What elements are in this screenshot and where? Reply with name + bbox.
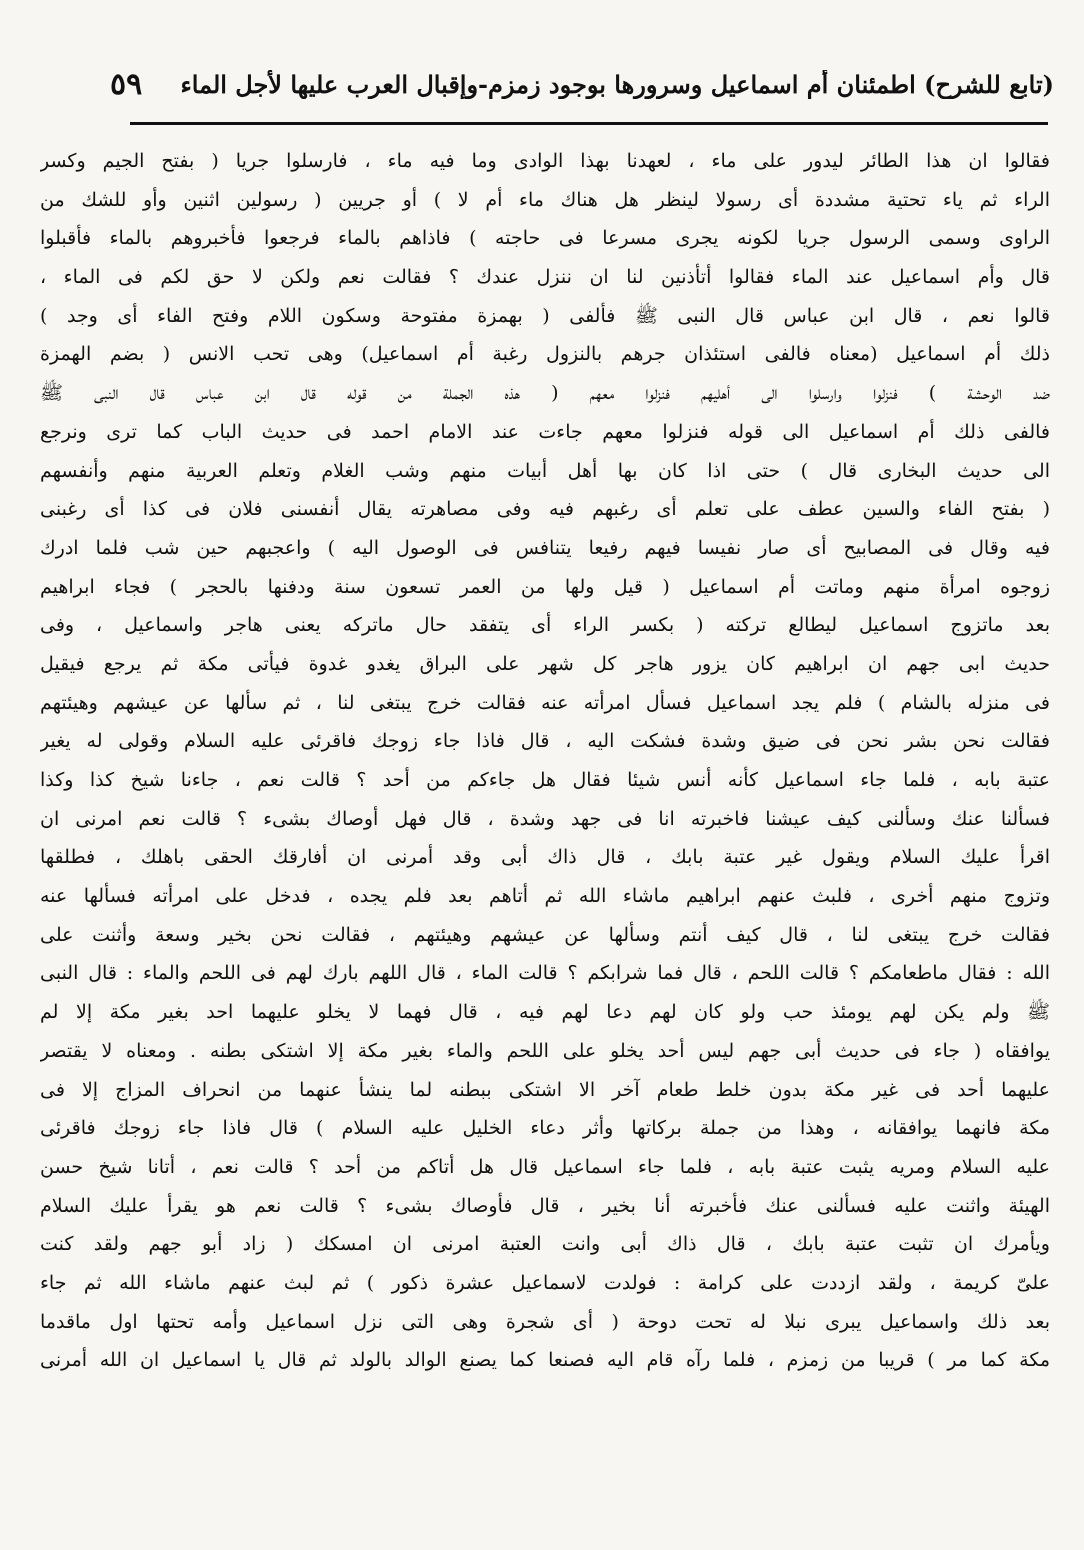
text-line: بعد ماتزوج اسماعيل ليطالع تركته ( بكسر الراء أى يتفقد حال ماتركه يعنى هاجر واسماعيل ، وفى [40, 614, 1050, 637]
text-line: مكة كما مر ) قريبا من زمزم ، فلما رآه قام اليه فصنعا كما يصنع الوالد بالولد ثم قال يا اسماعيل ان الله أمرنى [40, 1349, 1050, 1372]
text-line: اقرأ عليك السلام ويقول غير عتبة بابك ، قال ذاك أبى وقد أمرنى ان أفارقك الحقى باهلك ، فطلقها [40, 846, 1050, 869]
text-line: فقالت خرج يبتغى لنا ، قال كيف أنتم وسألها عن عيشهم وهيئتهم ، فقالت نحن بخير وسعة وأثنت على [40, 923, 1050, 946]
text-line: عتبة بابه ، فلما جاء اسماعيل كأنه أنس شيئا فقال هل جاءكم من أحد ؟ قالت نعم ، جاءنا شيخ كذا وكذا [40, 769, 1050, 791]
text-line: قالوا نعم ، قال ابن عباس قال النبى ﷺ فألفى ( بهمزة مفتوحة وسكون اللام وفتح الفاء أى وجد ) [40, 304, 1050, 327]
text-line: الراء ثم ياء تحتية مشددة أى رسولا لينظر هل هناك ماء أم لا ) أو جريين ( رسولين اثنين وأو للشك من [40, 188, 1050, 211]
text-line: فالفى ذلك أم اسماعيل الى قوله فنزلوا معهم جاءت عند الامام احمد فى حديث الباب كما ترى ونرجع [40, 420, 1050, 443]
text-line: الراوى وسمى الرسول جريا لكونه يجرى مسرعا فى حاجته ) فاذاهم بالماء فرجعوا فأخبروهم بالماء فأقبلوا [40, 227, 1050, 250]
text-line: ذلك أم اسماعيل (معناه فالفى استئذان جرهم بالنزول رغبة أم اسماعيل) وهى تحب الانس ( بضم الهمزة [40, 343, 1050, 366]
text-line: بعد ذلك واسماعيل يبرى نبلا له تحت دوحة ( أى شجرة وهى التى نزل اسماعيل وأمه تحتها اول ماقدما [40, 1310, 1050, 1333]
text-line: عليهما أحد فى غير مكة بدون خلط طعام آخر الا اشتكى ببطنه لما ينشأ عنهما من انحراف المزاج إلا فى [40, 1078, 1050, 1101]
text-line: فقالوا ان هذا الطائر ليدور على ماء ، لعهدنا بهذا الوادى وما فيه ماء ، فارسلوا جريا ( بفتح الجيم وكسر [40, 150, 1050, 172]
text-line: فيه وقال فى المصابيح أى صار نفيسا فيهم رفيعا يتنافس فى الوصول اليه ) واعجبهم حين شب فلما ادرك [40, 536, 1050, 559]
text-line: يوافقاه ( جاء فى حديث أبى جهم ليس أحد يخلو على اللحم والماء بغير مكة إلا اشتكى بطنه . ومعناه لا يقتصر [40, 1039, 1050, 1062]
header-rule [130, 122, 1048, 125]
text-line: ضد الوحشة ) فنزلوا وارسلوا الى أهليهم فنزلوا معهم ( هذه الجملة من قوله قال ابن عباس قال النبى ﷺ [40, 382, 1050, 405]
text-line: مكة فانهما يوافقانه ، وهذا من جملة بركاتها وأثر دعاء الخليل عليه السلام ) قال فاذا جاء زوجك فاقرئى [40, 1117, 1050, 1140]
text-line: زوجوه امرأة منهم وماتت أم اسماعيل ( قيل ولها من العمر تسعون سنة ودفنها بالحجر ) فجاء ابراهيم [40, 575, 1050, 598]
text-line: ﷺ ولم يكن لهم يومئذ حب ولو كان لهم دعا لهم فيه ، قال فهما لا يخلو عليهما احد بغير مكة إلا لم [40, 1001, 1050, 1024]
text-line: حديث ابى جهم ان ابراهيم كان يزور هاجر كل شهر على البراق يغدو غدوة فيأتى مكة ثم يرجع فيقيل [40, 652, 1050, 675]
text-line: ( بفتح الفاء والسين عطف على تعلم أى رغبهم فيه وفى مصاهرته يقال أنفسنى فلان فى كذا أى رغبنى [40, 498, 1050, 521]
text-line: قال وأم اسماعيل عند الماء فقالوا أتأذنين لنا ان ننزل عندك ؟ فقالت نعم ولكن لا حق لكم فى الماء ، [40, 266, 1050, 289]
page-header [92, 58, 1054, 110]
page-number: ٥٩ [110, 66, 143, 102]
text-line: فى منزله بالشام ) فلم يجد اسماعيل فسأل امرأته عنه فقالت خرج يبتغى لنا ، ثم سألها عن عيشهم وهيئتهم [40, 691, 1050, 714]
text-line: ويأمرك ان تثبت عتبة بابك ، قال ذاك أبى وانت العتبة امرنى ان امسكك ( زاد أبو جهم ولقد كنت [40, 1233, 1050, 1256]
body-text [40, 142, 1050, 1532]
text-line: الله : فقال ماطعامكم ؟ قالت اللحم ، قال فما شرابكم ؟ قالت الماء ، قال اللهم بارك لهم فى اللحم والماء : قال النبى [40, 962, 1050, 985]
text-line: علىّ كريمة ، ولقد ازددت على كرامة : فولدت لاسماعيل عشرة ذكور ) ثم لبث عنهم ماشاء الله ثم جاء [40, 1271, 1050, 1294]
text-line: الهيئة واثنت عليه فسألنى عنك فأخبرته أنا بخير ، قال فأوصاك بشىء ؟ قالت نعم هو يقرأ عليك السلام [40, 1194, 1050, 1217]
text-line: فقالت نحن بشر نحن فى ضيق وشدة فشكت اليه ، قال فاذا جاء زوجك فاقرئى عليه السلام وقولى له يغير [40, 730, 1050, 753]
text-line: فسألنا عنك وسألنى كيف عيشنا فاخبرته انا فى جهد وشدة ، قال فهل أوصاك بشىء ؟ قالت نعم امرنى ان [40, 807, 1050, 830]
running-title: (تابع للشرح) اطمئنان أم اسماعيل وسرورها بوجود زمزم-وإقبال العرب عليها لأجل الماء [180, 69, 1054, 99]
text-line: وتزوج منهم أخرى ، فلبث عنهم ابراهيم ماشاء الله ثم أتاهم بعد فلم يجده ، فدخل على امرأته فسألها عنه [40, 885, 1050, 908]
text-line: عليه السلام ومريه يثبت عتبة بابه ، فلما جاء اسماعيل قال هل أتاكم من أحد ؟ قالت نعم ، أتانا شيخ حسن [40, 1155, 1050, 1178]
text-line: الى حديث البخارى قال ) حتى اذا كان بها أهل أبيات منهم وشب الغلام وتعلم العربية منهم وأنفسهم [40, 459, 1050, 482]
